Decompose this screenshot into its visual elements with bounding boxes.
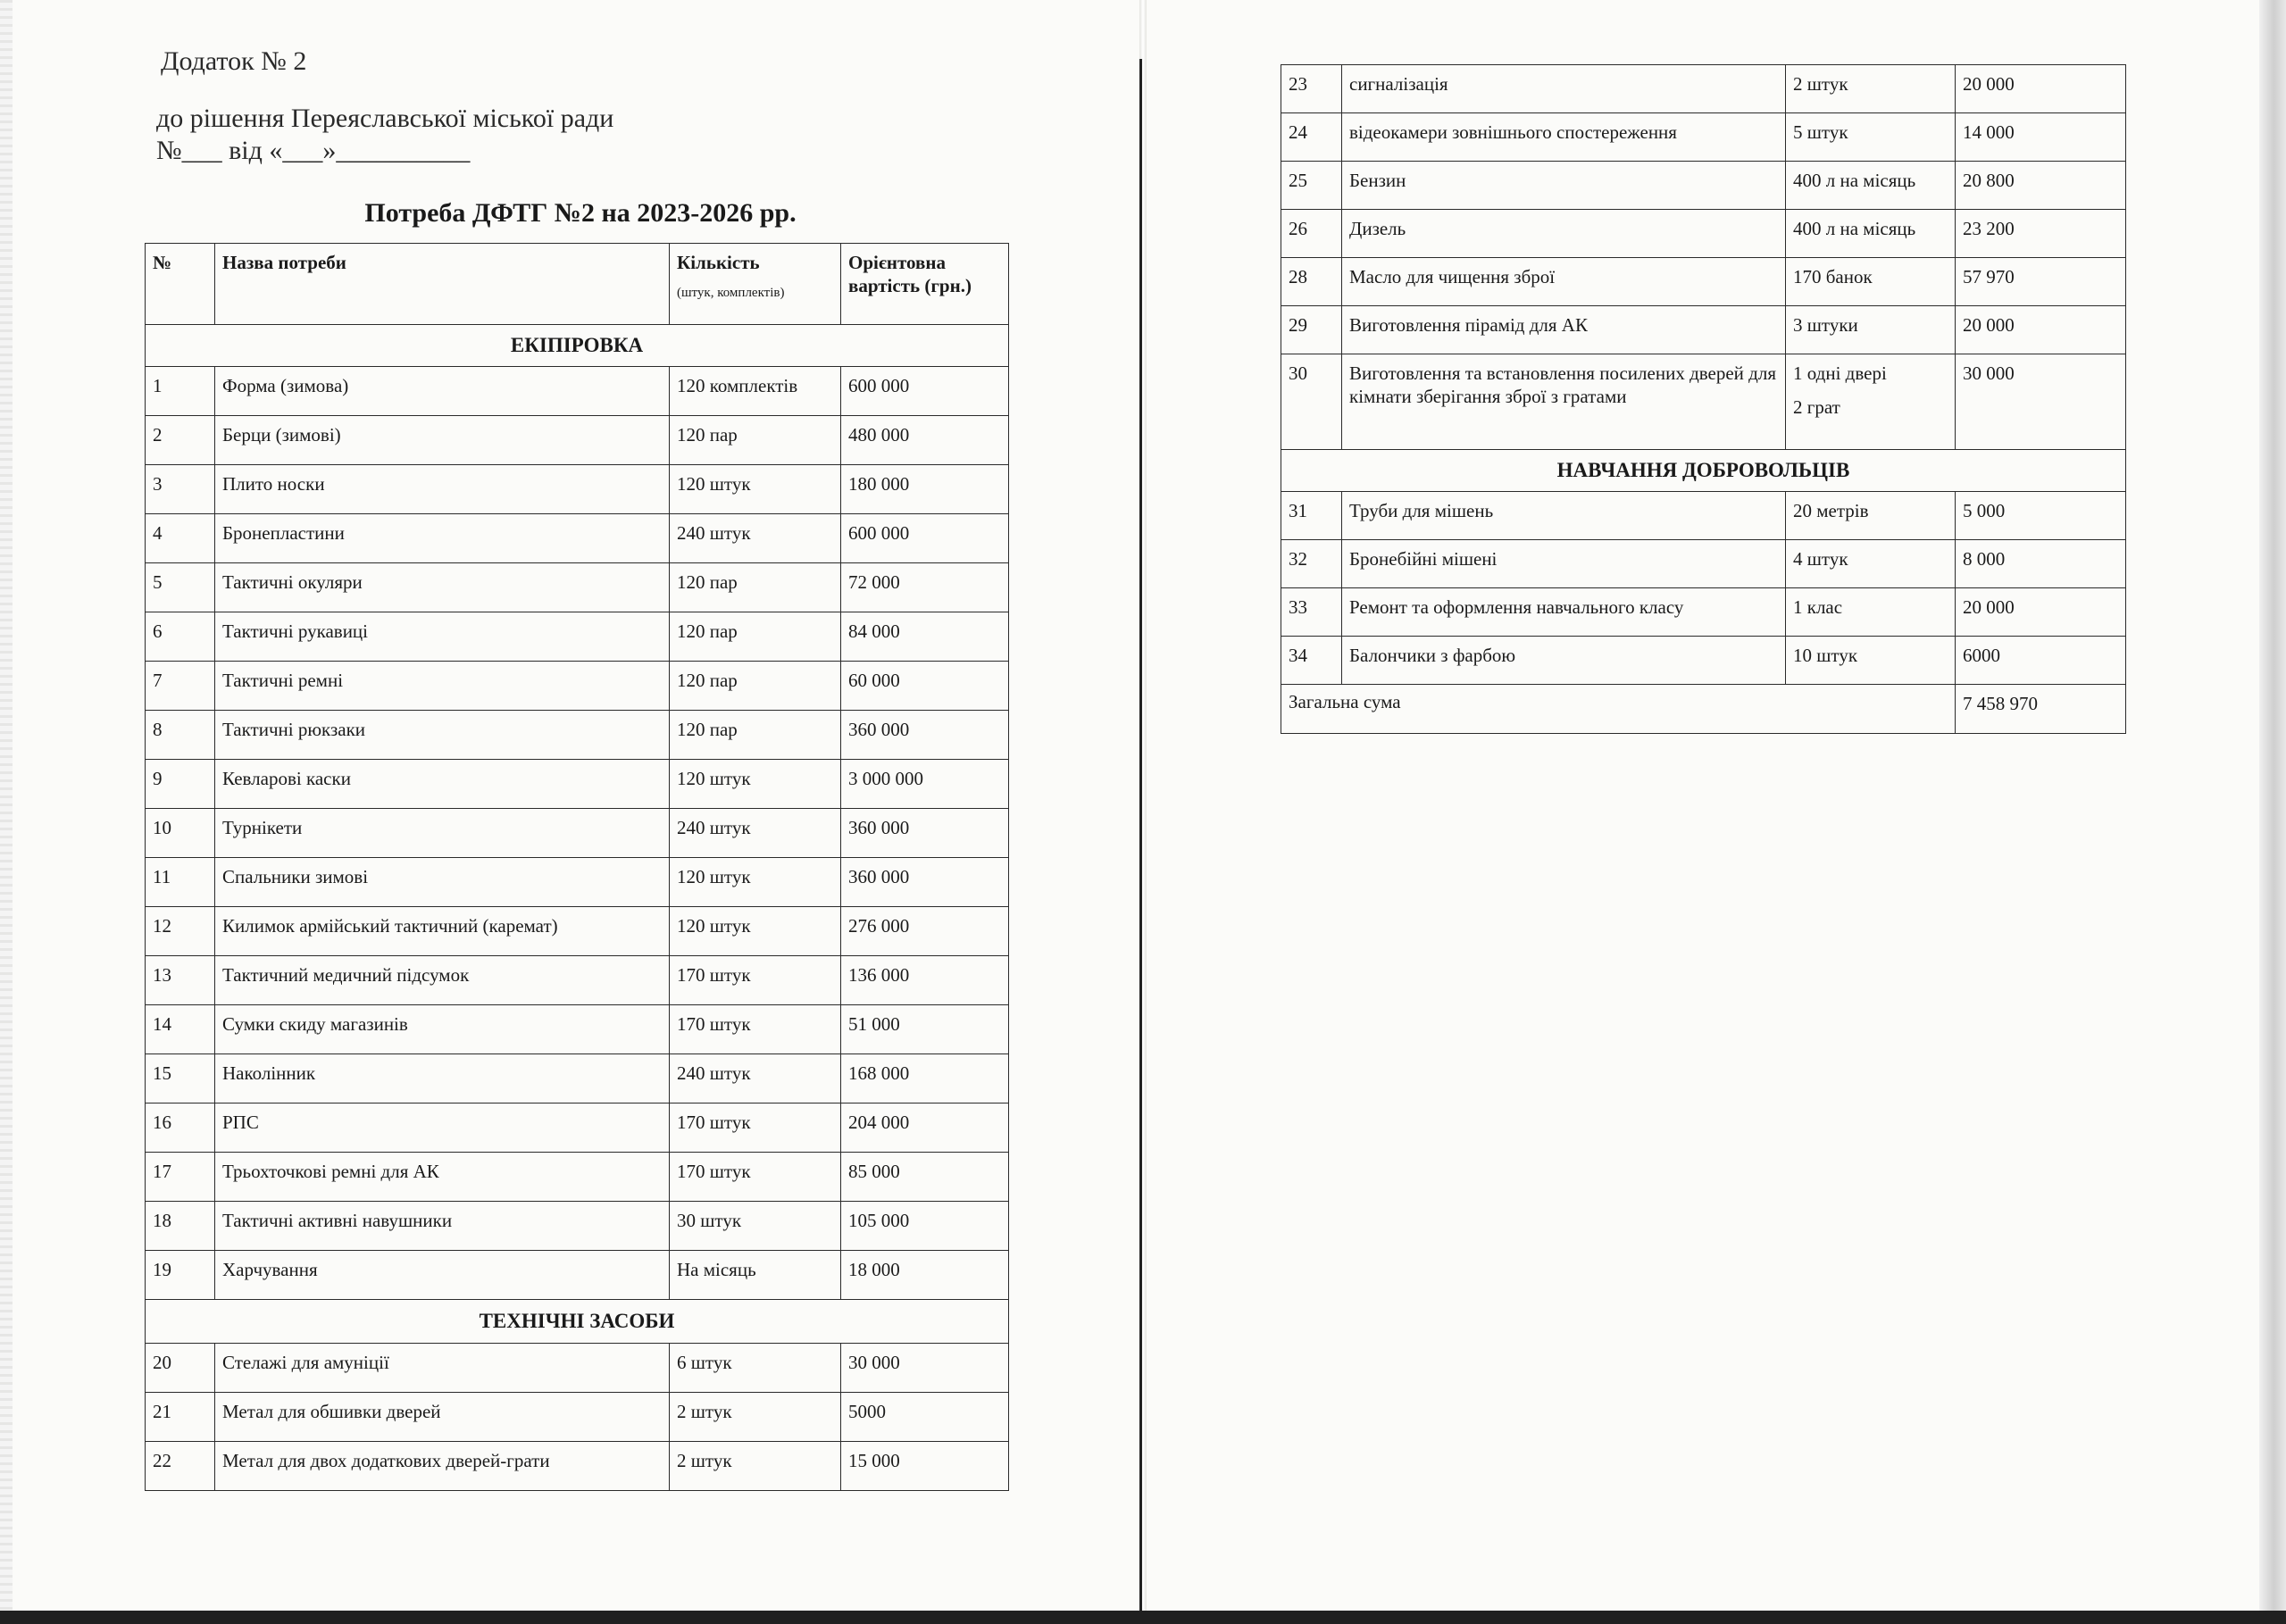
row-cost: 6000	[1956, 637, 2126, 685]
table-row	[1281, 354, 2126, 450]
row-cost: 72 000	[841, 563, 1009, 612]
needs-table-left	[145, 243, 1009, 1491]
row-qty: На місяць	[670, 1251, 841, 1300]
table-row	[1281, 540, 2126, 588]
row-name: Метал для обшивки дверей	[215, 1393, 670, 1442]
row-name: Ремонт та оформлення навчального класу	[1342, 588, 1786, 637]
row-cost: 5000	[841, 1393, 1009, 1442]
row-qty: 3 штуки	[1786, 306, 1956, 354]
table-row	[146, 1393, 1009, 1442]
row-name: Кевларові каски	[215, 760, 670, 809]
row-cost: 14 000	[1956, 113, 2126, 162]
row-name: Дизель	[1342, 210, 1786, 258]
table-row	[1281, 306, 2126, 354]
row-num: 15	[146, 1054, 215, 1103]
row-num: 33	[1281, 588, 1342, 637]
row-qty: 170 банок	[1786, 258, 1956, 306]
table-row	[146, 662, 1009, 711]
row-num: 10	[146, 809, 215, 858]
row-num: 3	[146, 465, 215, 514]
row-qty: 120 пар	[670, 662, 841, 711]
table-row	[146, 1153, 1009, 1202]
row-cost: 5 000	[1956, 492, 2126, 540]
row-qty: 5 штук	[1786, 113, 1956, 162]
row-cost: 20 000	[1956, 65, 2126, 113]
row-qty: 120 пар	[670, 416, 841, 465]
row-cost: 84 000	[841, 612, 1009, 662]
decision-number-line: №___ від «___»__________	[156, 136, 471, 165]
scan-edge-right	[2259, 0, 2286, 1624]
row-qty: 120 штук	[670, 907, 841, 956]
row-qty: 240 штук	[670, 809, 841, 858]
table-row	[146, 1054, 1009, 1103]
row-cost: 30 000	[841, 1344, 1009, 1393]
row-qty-line2: 2 грат	[1793, 396, 1840, 419]
row-name: Трьохточкові ремні для АК	[215, 1153, 670, 1202]
row-cost: 480 000	[841, 416, 1009, 465]
row-name: Харчування	[215, 1251, 670, 1300]
table-row	[146, 1442, 1009, 1491]
table-row	[146, 907, 1009, 956]
table-row	[1281, 492, 2126, 540]
row-num: 31	[1281, 492, 1342, 540]
row-name: Тактичні активні навушники	[215, 1202, 670, 1251]
row-cost: 18 000	[841, 1251, 1009, 1300]
total-row	[1281, 685, 2126, 734]
row-num: 7	[146, 662, 215, 711]
row-name: Бронебійні мішені	[1342, 540, 1786, 588]
row-name: Стелажі для амуніції	[215, 1344, 670, 1393]
row-qty: 170 штук	[670, 1153, 841, 1202]
scan-bottom-edge	[0, 1611, 2286, 1624]
row-name: Берци (зимові)	[215, 416, 670, 465]
table-row	[1281, 588, 2126, 637]
right-table-body	[1281, 65, 2126, 734]
row-cost: 360 000	[841, 711, 1009, 760]
table-row	[146, 1344, 1009, 1393]
col-header-name: Назва потреби	[215, 244, 670, 325]
row-name: Наколінник	[215, 1054, 670, 1103]
total-label: Загальна сума	[1281, 685, 1956, 734]
document-title: Потреба ДФТГ №2 на 2023-2026 рр.	[364, 198, 797, 228]
row-num: 4	[146, 514, 215, 563]
row-qty: 120 пар	[670, 612, 841, 662]
section-row-technical	[146, 1300, 1009, 1344]
row-qty: 120 штук	[670, 858, 841, 907]
col-header-num: №	[146, 244, 215, 325]
row-num: 11	[146, 858, 215, 907]
table-row	[146, 465, 1009, 514]
row-cost: 360 000	[841, 858, 1009, 907]
row-cost: 85 000	[841, 1153, 1009, 1202]
appendix-label: Додаток № 2	[161, 46, 307, 76]
row-cost: 360 000	[841, 809, 1009, 858]
table-row	[1281, 113, 2126, 162]
table-row	[146, 858, 1009, 907]
table-row	[146, 612, 1009, 662]
table-row	[146, 563, 1009, 612]
row-qty: 10 штук	[1786, 637, 1956, 685]
row-num: 16	[146, 1103, 215, 1153]
row-name: Тактичні ремні	[215, 662, 670, 711]
left-table-body	[146, 325, 1009, 1491]
row-qty: 120 пар	[670, 711, 841, 760]
row-name: Турнікети	[215, 809, 670, 858]
table-row	[146, 760, 1009, 809]
row-qty: 170 штук	[670, 956, 841, 1005]
row-num: 21	[146, 1393, 215, 1442]
table-header-row	[146, 244, 1009, 325]
table-row	[146, 809, 1009, 858]
row-qty: 4 штук	[1786, 540, 1956, 588]
table-row	[1281, 65, 2126, 113]
row-cost: 136 000	[841, 956, 1009, 1005]
needs-table-right	[1281, 64, 2126, 734]
row-qty: 2 штук	[1786, 65, 1956, 113]
row-cost: 30 000	[1956, 354, 2126, 450]
row-name: Тактичні рукавиці	[215, 612, 670, 662]
table-row	[146, 367, 1009, 416]
row-num: 6	[146, 612, 215, 662]
row-num: 12	[146, 907, 215, 956]
row-num: 30	[1281, 354, 1342, 450]
row-name: Форма (зимова)	[215, 367, 670, 416]
row-qty: 240 штук	[670, 1054, 841, 1103]
row-name: Сумки скиду магазинів	[215, 1005, 670, 1054]
row-name: Масло для чищення зброї	[1342, 258, 1786, 306]
row-cost: 3 000 000	[841, 760, 1009, 809]
table-row	[1281, 210, 2126, 258]
row-cost: 51 000	[841, 1005, 1009, 1054]
row-qty: 6 штук	[670, 1344, 841, 1393]
row-name: Виготовлення пірамід для АК	[1342, 306, 1786, 354]
row-qty: 20 метрів	[1786, 492, 1956, 540]
row-name: Труби для мішень	[1342, 492, 1786, 540]
row-qty: 1 клас	[1786, 588, 1956, 637]
row-cost: 180 000	[841, 465, 1009, 514]
row-name: Тактичні окуляри	[215, 563, 670, 612]
row-cost: 20 800	[1956, 162, 2126, 210]
row-num: 29	[1281, 306, 1342, 354]
row-num: 13	[146, 956, 215, 1005]
row-name: Метал для двох додаткових дверей-грати	[215, 1442, 670, 1491]
row-num: 20	[146, 1344, 215, 1393]
row-num: 32	[1281, 540, 1342, 588]
row-qty: 170 штук	[670, 1103, 841, 1153]
table-row	[146, 416, 1009, 465]
row-name: Спальники зимові	[215, 858, 670, 907]
row-num: 17	[146, 1153, 215, 1202]
row-num: 9	[146, 760, 215, 809]
total-value: 7 458 970	[1956, 685, 2126, 734]
row-num: 2	[146, 416, 215, 465]
row-qty: 30 штук	[670, 1202, 841, 1251]
row-qty: 400 л на місяць	[1786, 162, 1956, 210]
row-num: 18	[146, 1202, 215, 1251]
row-num: 24	[1281, 113, 1342, 162]
table-row	[1281, 637, 2126, 685]
section-title-equipment: ЕКІПІРОВКА	[146, 325, 1009, 367]
table-row	[146, 711, 1009, 760]
col-header-qty-label: Кількість	[677, 252, 760, 273]
row-name: Балончики з фарбою	[1342, 637, 1786, 685]
row-name: Виготовлення та встановлення посилених дверей для кімнати зберігання зброї з гратами	[1342, 354, 1786, 450]
row-cost: 204 000	[841, 1103, 1009, 1153]
row-qty: 170 штук	[670, 1005, 841, 1054]
row-num: 34	[1281, 637, 1342, 685]
section-row-equipment	[146, 325, 1009, 367]
row-qty: 2 штук	[670, 1393, 841, 1442]
table-row	[146, 514, 1009, 563]
row-num: 23	[1281, 65, 1342, 113]
row-cost: 8 000	[1956, 540, 2126, 588]
row-qty: 400 л на місяць	[1786, 210, 1956, 258]
row-name: Тактичний медичний підсумок	[215, 956, 670, 1005]
table-row	[146, 1251, 1009, 1300]
row-qty-line1: 1 одні двері	[1793, 362, 1887, 384]
row-num: 14	[146, 1005, 215, 1054]
row-name: Килимок армійський тактичний (каремат)	[215, 907, 670, 956]
row-qty: 2 штук	[670, 1442, 841, 1491]
row-qty: 120 комплектів	[670, 367, 841, 416]
section-title-technical: ТЕХНІЧНІ ЗАСОБИ	[146, 1300, 1009, 1344]
row-num: 26	[1281, 210, 1342, 258]
row-num: 5	[146, 563, 215, 612]
table-row	[1281, 162, 2126, 210]
row-name: Бензин	[1342, 162, 1786, 210]
row-cost: 168 000	[841, 1054, 1009, 1103]
row-cost: 276 000	[841, 907, 1009, 956]
row-qty: 120 штук	[670, 465, 841, 514]
row-qty: 120 пар	[670, 563, 841, 612]
row-num: 22	[146, 1442, 215, 1491]
table-row	[146, 1202, 1009, 1251]
row-qty: 240 штук	[670, 514, 841, 563]
col-header-cost: Орієнтовна вартість (грн.)	[841, 244, 1009, 325]
row-num: 25	[1281, 162, 1342, 210]
row-name: Бронепластини	[215, 514, 670, 563]
row-cost: 57 970	[1956, 258, 2126, 306]
col-header-qty	[670, 244, 841, 325]
table-row	[146, 956, 1009, 1005]
center-divider-line	[1139, 59, 1142, 1624]
row-cost: 600 000	[841, 514, 1009, 563]
row-cost: 20 000	[1956, 588, 2126, 637]
scan-edge-left	[0, 0, 13, 1624]
row-cost: 105 000	[841, 1202, 1009, 1251]
row-cost: 60 000	[841, 662, 1009, 711]
table-row	[146, 1103, 1009, 1153]
col-header-qty-note: (штук, комплектів)	[677, 286, 785, 301]
section-title-training: НАВЧАННЯ ДОБРОВОЛЬЦІВ	[1281, 450, 2126, 492]
row-cost: 15 000	[841, 1442, 1009, 1491]
row-name: РПС	[215, 1103, 670, 1153]
row-name: відеокамери зовнішнього спостереження	[1342, 113, 1786, 162]
row-qty: 120 штук	[670, 760, 841, 809]
decision-label: до рішення Переяславської міської ради	[156, 104, 614, 133]
row-name: Плито носки	[215, 465, 670, 514]
table-row	[146, 1005, 1009, 1054]
row-num: 8	[146, 711, 215, 760]
row-cost: 20 000	[1956, 306, 2126, 354]
row-qty	[1786, 354, 1956, 450]
table-row	[1281, 258, 2126, 306]
row-name: сигналізація	[1342, 65, 1786, 113]
row-cost: 23 200	[1956, 210, 2126, 258]
section-row-training	[1281, 450, 2126, 492]
row-num: 19	[146, 1251, 215, 1300]
row-cost: 600 000	[841, 367, 1009, 416]
row-name: Тактичні рюкзаки	[215, 711, 670, 760]
row-num: 28	[1281, 258, 1342, 306]
row-num: 1	[146, 367, 215, 416]
